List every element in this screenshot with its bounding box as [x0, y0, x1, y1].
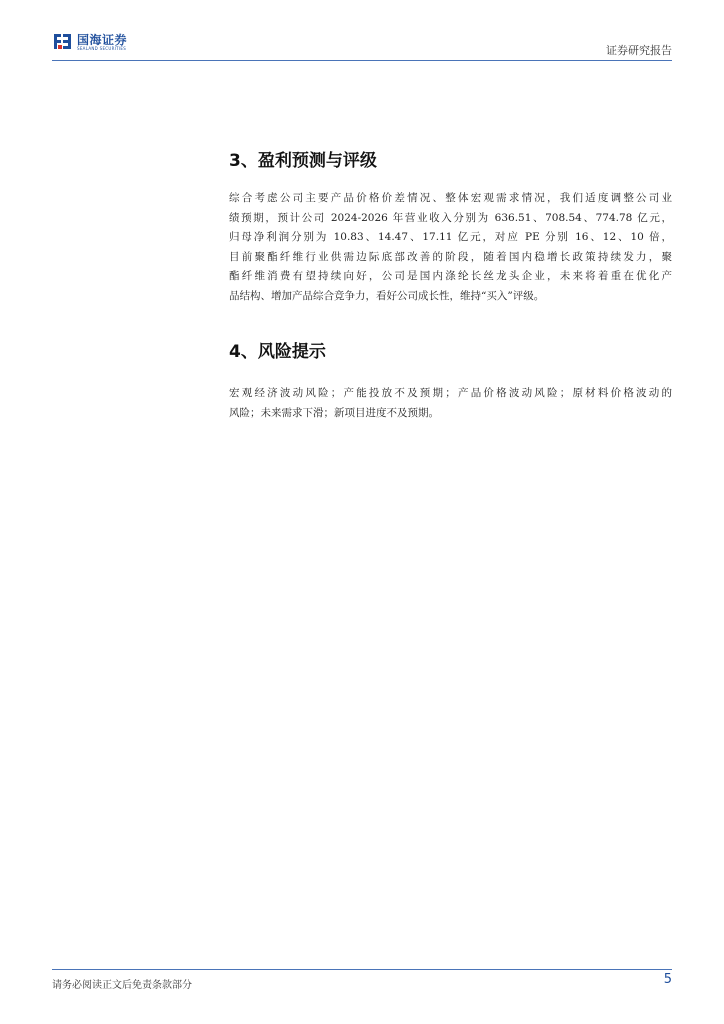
report-type-label: 证券研究报告 — [606, 44, 672, 57]
page-header — [52, 28, 672, 60]
paragraph-line: 归母净利润分别为 10.83、14.47、17.11 亿元，对应 PE 分别 16、12、10 倍， — [229, 231, 672, 244]
page-number: 5 — [663, 972, 672, 987]
paragraph-line: 品结构、增加产品综合竞争力，看好公司成长性，维持“买入”评级。 — [229, 289, 545, 302]
risk-warning-paragraph — [229, 384, 672, 423]
section-heading-earnings-forecast: 3、盈利预测与评级 — [229, 151, 377, 171]
disclaimer-notice: 请务必阅读正文后免责条款部分 — [52, 980, 192, 991]
section-heading-risk-warning: 4、风险提示 — [229, 342, 326, 362]
sealand-logo-icon — [52, 31, 73, 52]
earnings-forecast-paragraph — [229, 189, 672, 307]
paragraph-line: 宏观经济波动风险；产能投放不及预期；产品价格波动风险；原材料价格波动的 — [229, 387, 672, 399]
paragraph-line: 风险；未来需求下滑；新项目进度不及预期。 — [229, 406, 439, 419]
logo-subtext: SEALAND SECURITIES — [77, 46, 127, 51]
footer-divider — [52, 969, 672, 970]
paragraph-line: 目前聚酯纤维行业供需边际底部改善的阶段，随着国内稳增长政策持续发力，聚 — [229, 250, 672, 263]
paragraph-line: 综合考虑公司主要产品价格价差情况、整体宏观需求情况，我们适度调整公司业 — [229, 192, 672, 204]
logo-text: 国海证券 — [77, 33, 128, 47]
company-logo — [52, 31, 192, 53]
paragraph-line: 酯纤维消费有望持续向好，公司是国内涤纶长丝龙头企业，未来将着重在优化产 — [229, 270, 672, 283]
header-divider — [52, 60, 672, 61]
paragraph-line: 绩预期，预计公司 2024-2026 年营业收入分别为 636.51、708.54、774.78 亿元， — [229, 211, 672, 224]
